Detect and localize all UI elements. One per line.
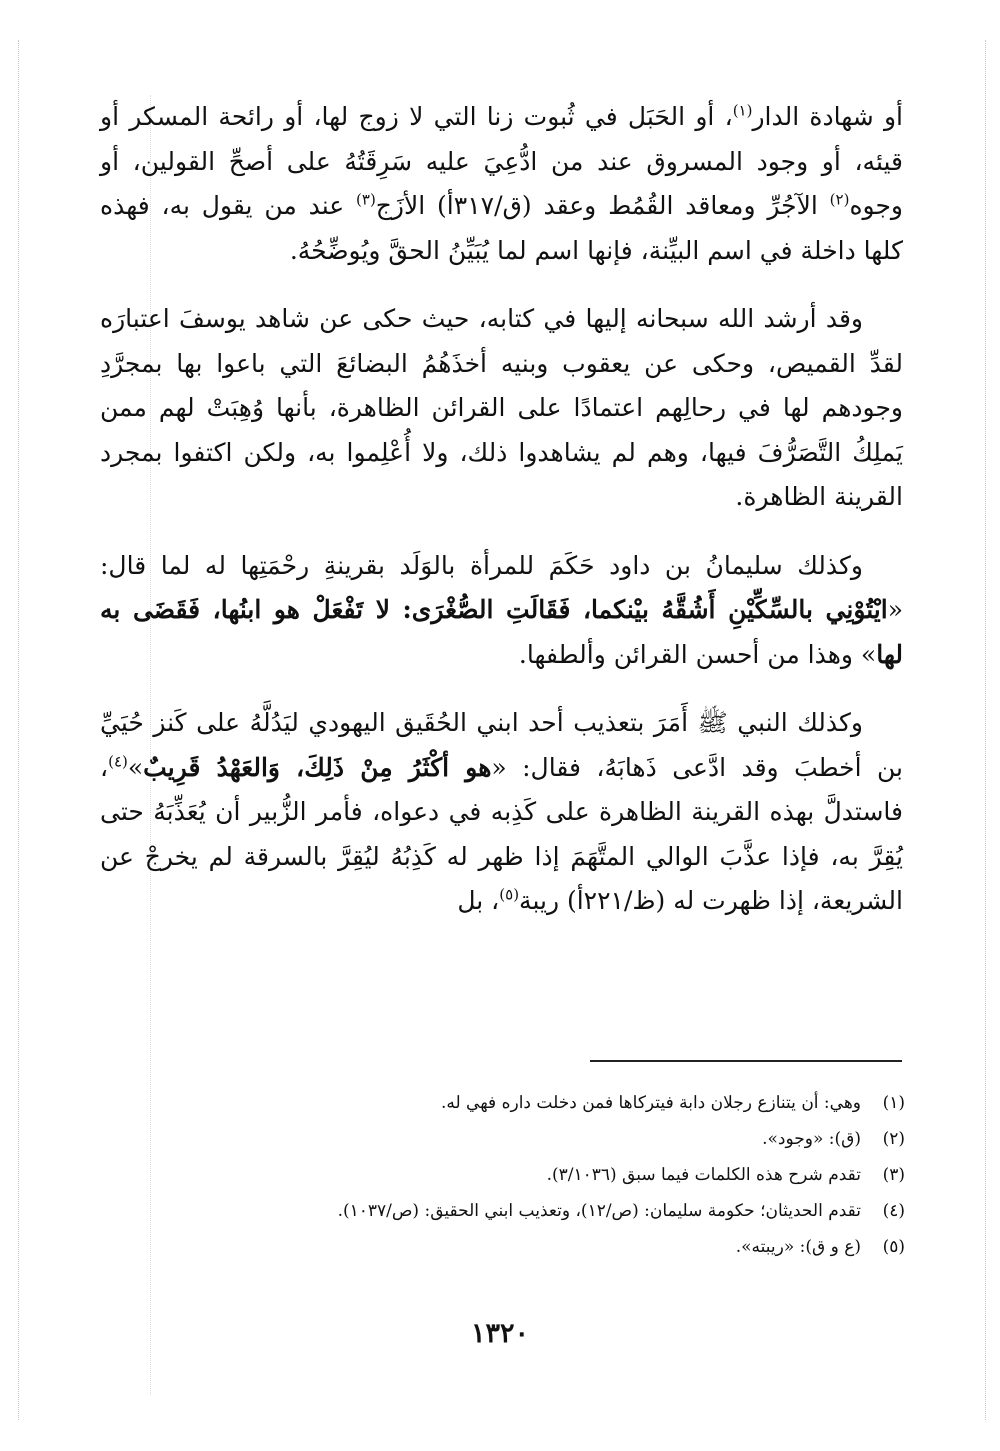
footnote-text: وهي: أن يتنازع رجلان دابة فيتركاها فمن دخلت داره فهي له.	[440, 1093, 861, 1113]
text-run: »	[127, 752, 144, 782]
text-run: » وهذا من أحسن القرائن وألطفها.	[518, 639, 877, 669]
footnote-text: تقدم الحديثان؛ حكومة سليمان: (ص/١٢)، وتعذيب ابني الحقيق: (ص/١٠٣٧).	[337, 1201, 861, 1221]
page-number: ١٣٢٠	[470, 1318, 529, 1349]
footnote-number: (١)	[882, 1093, 905, 1113]
text-run: أو شهادة الدار	[752, 102, 904, 131]
paragraph	[100, 544, 903, 678]
right-margin-dots	[985, 40, 986, 1420]
footnote-ref: (٤)	[108, 752, 128, 771]
left-margin-dots	[18, 40, 19, 1420]
footnote-number: (٣)	[882, 1165, 905, 1185]
text-run: الآجُرِّ ومعاقد القُمُط وعقد (ق/٣١٧أ) الأزَج	[375, 191, 830, 220]
footnote-number: (٥)	[882, 1237, 905, 1257]
footnote-text: تقدم شرح هذه الكلمات فيما سبق (٣/١٠٣٦).	[546, 1165, 861, 1185]
footnote-ref: (٥)	[499, 885, 520, 904]
footnote-ref: (٢)	[829, 190, 850, 209]
footnote-item	[130, 1085, 905, 1121]
footnote-separator	[590, 1060, 902, 1062]
text-run: وقد أرشد الله سبحانه إليها في كتابه، حيث حكى عن شاهد يوسفَ اعتبارَه لقدِّ القميص، وحكى عن يعقوب وبنيه أخذَهُمُ البضائعَ التي باعوا بها بمجرَّدِ وجودهم لها في رحالِهم اعتمادًا على القرائن الظاهرة، بأنها وُهِبَتْ لهم ممن يَملِكُ التَّصَرُّفَ فيها، وهم لم يشاهدوا ذلك، ولا أُعْلِموا به، ولكن اكتفوا بمجرد القرينة الظاهرة.	[100, 304, 903, 511]
footnote-ref: (١)	[732, 101, 753, 120]
footnote-text: (ق): «وجود».	[762, 1129, 861, 1149]
footnote-item	[130, 1229, 905, 1265]
text-run: عند من يقول به، فهذه كلها داخلة في اسم البيِّنة، فإنها اسم لما يُبَيِّنُ الحقَّ ويُوضِّحُهُ.	[100, 191, 903, 265]
quoted-hadith: هو أكْثَرُ مِنْ ذَلِكَ، وَالعَهْدُ قَرِيبٌ	[143, 752, 492, 782]
paragraph	[100, 701, 903, 924]
text-run: ، أو الحَبَل في ثُبوت زنا التي لا زوج لها، أو رائحة المسكر أو قيئه، أو وجود المسروق عند من ادُّعِيَ عليه سَرِقَتُهُ على أصحِّ القولين، أو وجوه	[100, 102, 903, 220]
footnote-item	[130, 1193, 905, 1229]
paragraph	[100, 297, 903, 520]
text-run: ، بل	[457, 886, 500, 915]
footnote-number: (٢)	[882, 1129, 905, 1149]
footnotes	[130, 1085, 905, 1265]
footnote-item	[130, 1121, 905, 1157]
footnote-number: (٤)	[882, 1201, 905, 1221]
text-run: ، فاستدلَّ بهذه القرينة الظاهرة على كَذِبه في دعواه، فأمر الزُّبير أن يُعَذِّبَهُ حتى يُقِرَّ به، فإذا عذَّبَ الوالي المتَّهَمَ إذا ظهر له كَذِبُهُ ليُقِرَّ بالسرقة لم يخرجْ عن الشريعة، إذا ظهرت له (ظ/٢٢١أ) ريبة	[100, 752, 903, 915]
quoted-hadith: ايْتُوْنِي بالسِّكِّيْنِ أَشُقَّهُ بيْنكما، فَقَالَتِ الصُّغْرَى: لا تَفْعَلْ هو ابنُها، فَقَضَى به لها	[100, 595, 903, 669]
footnote-item	[130, 1157, 905, 1193]
footnote-text: (ع و ق): «ريبته».	[735, 1237, 861, 1257]
paragraph	[100, 95, 903, 273]
main-text	[100, 95, 903, 948]
footnote-ref: (٣)	[356, 190, 376, 209]
text-run: وكذلك النبي ﷺ أَمَرَ بتعذيب أحد ابني الحُقَيق اليهودي ليَدُلَّهُ على كَنز حُيَيِّ بن أخطبَ وقد ادَّعى ذَهابَهُ، فقال: «	[100, 708, 903, 782]
text-run: وكذلك سليمانُ بن داود حَكَمَ للمرأة بالوَلَد بقرينةِ رحْمَتِها له لما قال: «	[100, 550, 903, 624]
